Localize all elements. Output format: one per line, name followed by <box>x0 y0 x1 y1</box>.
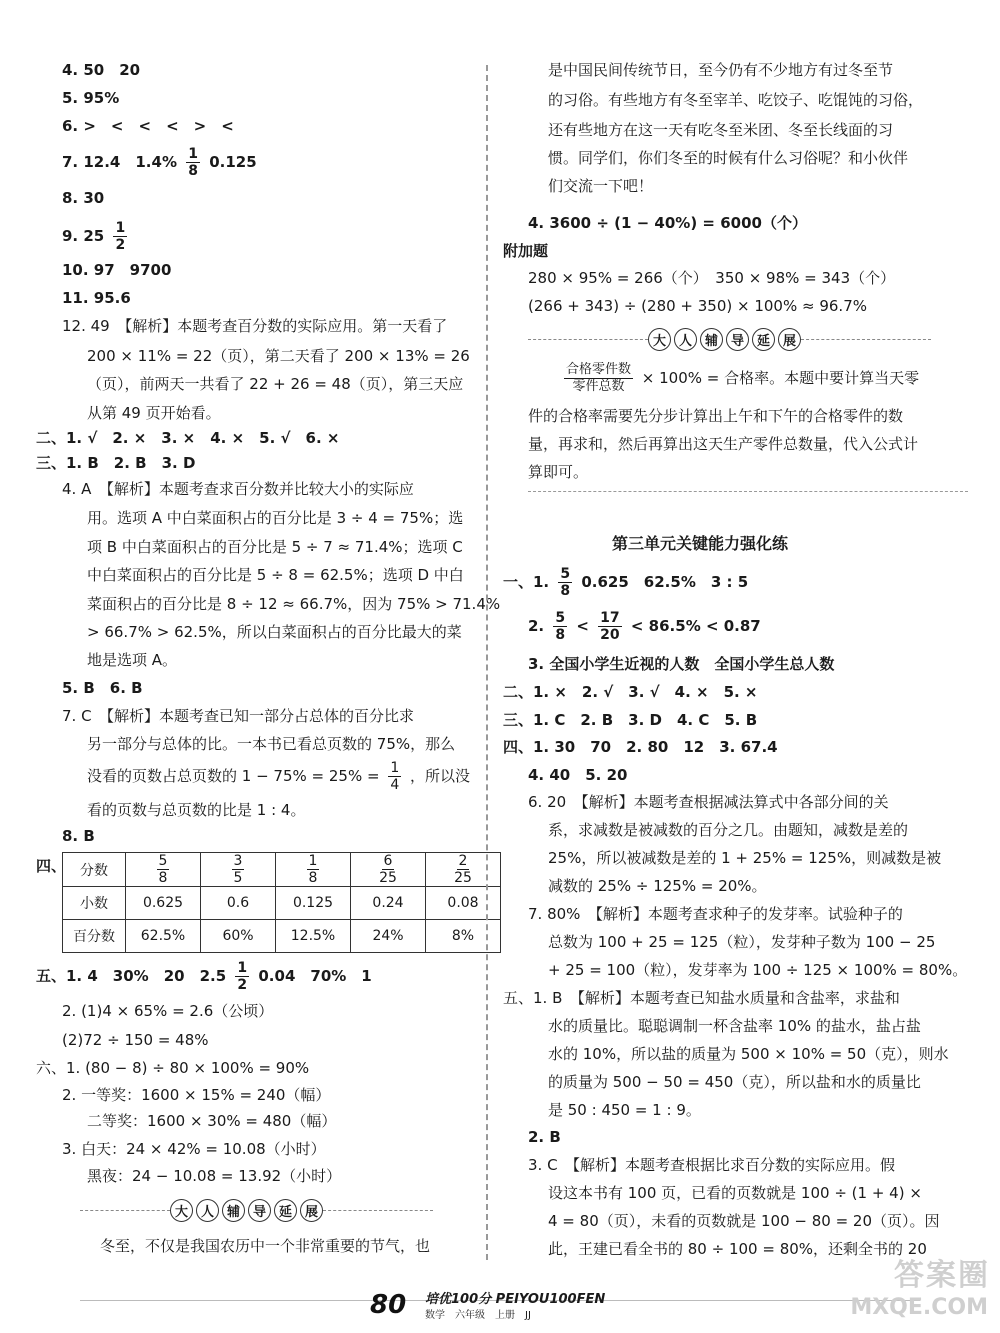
answer-line: 3. 全国小学生近视的人数 全国小学生总人数 <box>528 655 835 673</box>
fraction: $\frac{5}{8}$ <box>158 853 168 886</box>
answer-line: 7. 80% 【解析】本题考查求种子的发芽率。试验种子的 <box>528 905 903 923</box>
answer-line: 水的质量比。聪聪调制一杯含盐率 10% 的盐水，盐占盐 <box>548 1017 921 1035</box>
answer-line: 3. C 【解析】本题考查根据比求百分数的实际应用。假 <box>528 1156 896 1174</box>
text-line: 是中国民间传统节日，至今仍有不少地方有过冬至节 <box>548 61 894 79</box>
answer-line: 8. B <box>62 827 95 845</box>
answer-line: 12. 49 【解析】本题考查百分数的实际应用。第一天看了 <box>62 317 448 335</box>
answer-line: + 25 = 100（粒），发芽率为 100 ÷ 125 × 100% = 80%。 <box>548 961 968 979</box>
fraction: $\frac{5}{8}$ <box>555 610 566 643</box>
banner-adult-guidance: 大 人 辅 导 延 展 <box>80 1197 433 1223</box>
fraction: $\frac{17}{20}$ <box>600 610 620 643</box>
answer-line: 8. 30 <box>62 189 105 207</box>
section-divider <box>528 491 968 492</box>
answer-line: 总数为 100 + 25 = 125（粒），发芽种子数为 100 − 25 <box>548 933 936 951</box>
section-label: 四、 <box>36 857 67 875</box>
answer-line: 没看的页数占总页数的 1 − 75% = 25% = $\frac{1}{4}$ ，所以没 <box>87 760 471 793</box>
answer-line: 10. 97 9700 <box>62 261 172 279</box>
table-cell: 0.125 <box>276 887 351 920</box>
fraction: $\frac{6}{25}$ <box>379 853 397 886</box>
conversion-table <box>62 852 501 953</box>
answer-line: 5. 95% <box>62 89 120 107</box>
table-cell: 62.5% <box>126 920 201 953</box>
answer-line: 5. B 6. B <box>62 679 143 697</box>
answer-line: 二、1. × 2. √ 3. √ 4. × 5. × <box>503 683 758 701</box>
answer-line: 菜面积占的百分比是 8 ÷ 12 ≈ 66.7%，因为 75% > 71.4% <box>87 595 501 613</box>
answer-line: (266 + 343) ÷ (280 + 350) × 100% ≈ 96.7% <box>528 297 867 315</box>
answer-line: 五、1. 4 30% 20 2.5 $\frac{1}{2}$ 0.04 70% 1 <box>36 960 372 993</box>
answer-line: 另一部分与总体的比。一本书已看总页数的 75%，那么 <box>87 735 456 753</box>
answer-line: 三、1. B 2. B 3. D <box>36 454 196 472</box>
answer-line: > 66.7% > 62.5%，所以白菜面积占的百分比最大的菜 <box>87 623 462 641</box>
formula-line: $\frac{\text{合格零件数}}{\text{零件总数}}$ × 100% = 合格率。本题中要计算当天零 <box>566 362 920 394</box>
page-number: 80 <box>370 1290 407 1320</box>
brand-logo: 培优100分 PEIYOU100FEN <box>425 1292 606 1307</box>
answer-line: 4. 50 20 <box>62 61 141 79</box>
banner-adult-guidance: 大 人 辅 导 延 展 <box>528 326 931 352</box>
answer-line: 四、1. 30 70 2. 80 12 3. 67.4 <box>503 738 778 756</box>
text-line: 的习俗。有些地方有冬至宰羊、吃饺子、吃馄饨的习俗， <box>548 91 924 109</box>
text-line: 算即可。 <box>528 463 589 481</box>
answer-line: 的质量为 500 − 50 = 450（克），所以盐和水的质量比 <box>548 1073 921 1091</box>
fraction: $\frac{3}{5}$ <box>233 853 243 886</box>
answer-line: 11. 95.6 <box>62 289 131 307</box>
answer-line: 4. 40 5. 20 <box>528 766 628 784</box>
table-header: 小数 <box>63 887 126 920</box>
answer-line: 二、1. √ 2. × 3. × 4. × 5. √ 6. × <box>36 429 340 447</box>
answer-line: (2)72 ÷ 150 = 48% <box>62 1031 209 1049</box>
watermark-logo: 答案圈 <box>894 1258 990 1293</box>
book-info: 数学 六年级 上册 JJ <box>425 1310 531 1321</box>
fraction: $\frac{5}{8}$ <box>560 566 571 599</box>
table-cell: 24% <box>351 920 426 953</box>
text-line: 量，再求和，然后再算出这天生产零件总数量，代入公式计 <box>528 435 919 453</box>
answer-line: 2. B <box>528 1128 561 1146</box>
answer-line: 6. > < < < > < <box>62 117 234 135</box>
answer-line: 项 B 中白菜面积占的百分比是 5 ÷ 7 ≈ 71.4%；选项 C <box>87 538 463 556</box>
answer-line: 是 50 : 450 = 1 : 9。 <box>548 1101 701 1119</box>
answer-line: 二等奖：1600 × 30% = 480（幅） <box>87 1112 337 1130</box>
table-header: 分数 <box>63 853 126 887</box>
answer-line: 6. 20 【解析】本题考查根据减法算式中各部分间的关 <box>528 793 889 811</box>
answer-line: 减数的 25% ÷ 125% = 20%。 <box>548 877 767 895</box>
table-cell: 0.08 <box>426 887 501 920</box>
answer-line: 从第 49 页开始看。 <box>87 404 221 422</box>
answer-line: 五、1. B 【解析】本题考查已知盐水质量和含盐率，求盐和 <box>503 989 900 1007</box>
answer-line: 25%，所以被减数是差的 1 + 25% = 125%，则减数是被 <box>548 849 942 867</box>
table-cell: 0.24 <box>351 887 426 920</box>
text-line: 们交流一下吧！ <box>548 177 654 195</box>
answer-line: 地是选项 A。 <box>87 651 178 669</box>
text-line: 冬至，不仅是我国农历中一个非常重要的节气，也 <box>100 1237 431 1255</box>
answer-line: 280 × 95% = 266（个） 350 × 98% = 343（个） <box>528 269 896 287</box>
table-cell: 12.5% <box>276 920 351 953</box>
answer-line: 此，王建已看全书的 80 ÷ 100 = 80%，还剩全书的 20 <box>548 1240 927 1258</box>
answer-line: 2. $\frac{5}{8}$ < $\frac{17}{20}$ < 86.5% < 0.87 <box>528 610 761 643</box>
table-header: 百分数 <box>63 920 126 953</box>
answer-line: 水的 10%，所以盐的质量为 500 × 10% = 50（克），则水 <box>548 1045 949 1063</box>
table-row <box>63 853 501 887</box>
table-cell: 8% <box>426 920 501 953</box>
fraction: $\frac{1}{2}$ <box>237 960 248 993</box>
table-cell: 60% <box>201 920 276 953</box>
column-divider <box>486 65 488 1260</box>
answer-line: 黑夜：24 − 10.08 = 13.92（小时） <box>87 1167 342 1185</box>
table-cell: 0.625 <box>126 887 201 920</box>
fraction: $\frac{\text{合格零件数}}{\text{零件总数}}$ <box>566 362 632 394</box>
table-cell: 0.6 <box>201 887 276 920</box>
section-label: 附加题 <box>503 242 549 260</box>
section-title: 第三单元关键能力强化练 <box>612 534 789 553</box>
answer-line: 2. 一等奖：1600 × 15% = 240（幅） <box>62 1086 331 1104</box>
answer-line: 一、1. $\frac{5}{8}$ 0.625 62.5% 3 : 5 <box>503 566 749 599</box>
answer-line: 2. (1)4 × 65% = 2.6（公顷） <box>62 1002 274 1020</box>
answer-line: 3. 白天：24 × 42% = 10.08（小时） <box>62 1140 326 1158</box>
text-line: 还有些地方在这一天有吃冬至米团、冬至长线面的习 <box>548 121 894 139</box>
text-line: 惯。同学们，你们冬至的时候有什么习俗呢？和小伙伴 <box>548 149 909 167</box>
answer-line: （页），前两天一共看了 22 + 26 = 48（页），第三天应 <box>87 375 464 393</box>
answer-line: 系，求减数是被减数的百分之几。由题知，减数是差的 <box>548 821 909 839</box>
table-row <box>63 920 501 953</box>
answer-line: 三、1. C 2. B 3. D 4. C 5. B <box>503 711 758 729</box>
answer-line: 4 = 80（页），未看的页数就是 100 − 80 = 20（页）。因 <box>548 1212 940 1230</box>
fraction: $\frac{2}{25}$ <box>454 853 472 886</box>
answer-line: 看的页数与总页数的比是 1 : 4。 <box>87 801 306 819</box>
answer-line: 7. 12.4 1.4% $\frac{1}{8}$ 0.125 <box>62 146 257 179</box>
answer-line: 4. A 【解析】本题考查求百分数并比较大小的实际应 <box>62 480 414 498</box>
answer-line: 六、1. (80 − 8) ÷ 80 × 100% = 90% <box>36 1059 310 1077</box>
answer-line: 用。选项 A 中白菜面积占的百分比是 3 ÷ 4 = 75%；选 <box>87 509 464 527</box>
answer-line: 设这本书有 100 页，已看的页数就是 100 ÷ (1 + 4) × <box>548 1184 922 1202</box>
answer-line: 中白菜面积占的百分比是 5 ÷ 8 = 62.5%；选项 D 中白 <box>87 566 464 584</box>
answer-line: 4. 3600 ÷ (1 − 40%) = 6000（个） <box>528 214 807 232</box>
answer-line: 7. C 【解析】本题考查已知一部分占总体的百分比求 <box>62 707 415 725</box>
fraction: $\frac{1}{4}$ <box>390 760 400 793</box>
table-row <box>63 887 501 920</box>
fraction: $\frac{1}{8}$ <box>308 853 318 886</box>
answer-line: 9. 25 $\frac{1}{2}$ <box>62 220 126 253</box>
watermark-url: MXQE.COM <box>850 1295 988 1320</box>
fraction: $\frac{1}{8}$ <box>188 146 198 179</box>
text-line: 件的合格率需要先分步计算出上午和下午的合格零件的数 <box>528 407 904 425</box>
fraction: $\frac{1}{2}$ <box>115 220 126 253</box>
answer-line: 200 × 11% = 22（页），第二天看了 200 × 13% = 26 <box>87 347 470 365</box>
